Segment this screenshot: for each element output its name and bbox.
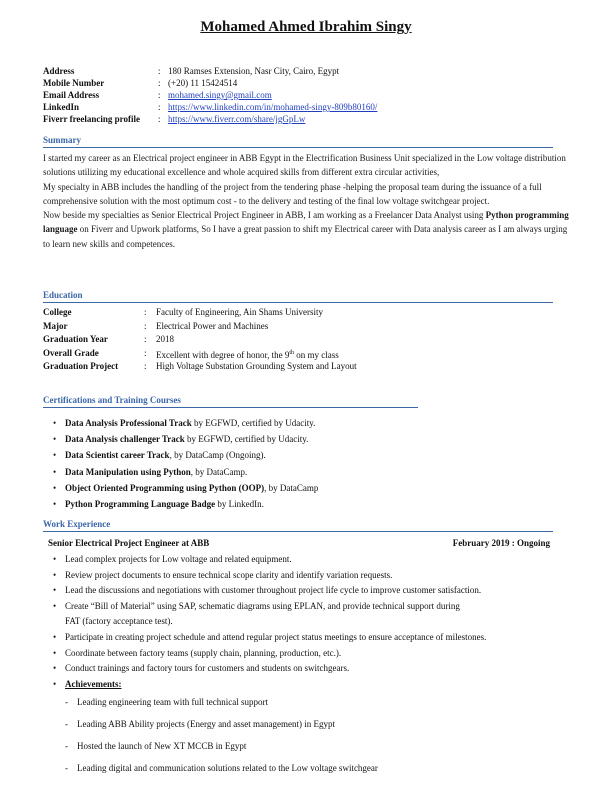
list-item: • Create “Bill of Material” using SAP, schematic diagrams using EPLAN, and provide technical support during — [53, 600, 460, 611]
list-item: FAT (factory acceptance test). — [65, 616, 173, 627]
contact-block — [43, 65, 377, 125]
job-title: Senior Electrical Project Engineer at ABB — [48, 538, 210, 548]
education-row: Overall Grade : Excellent with degree of honor, the 9th on my class — [43, 347, 339, 360]
summary-paragraph-2: My specialty in ABB includes the handling of the project from the tendering phase -helping the proposal team during the issuance of a full comprehensive solution with the most optimum cost - to the delivery and testing of the final low voltage switchgear project. — [43, 181, 542, 206]
list-item: • Coordinate between factory teams (supply chain, planning, production, etc.). — [53, 647, 342, 658]
job-header — [48, 538, 550, 548]
education-divider — [43, 302, 553, 303]
list-item: • Conduct trainings and factory tours for customers and students on switchgears. — [53, 663, 350, 674]
education-heading: Education — [43, 290, 83, 300]
education-row: Graduation Year : 2018 — [43, 334, 174, 345]
address-value: 180 Ramses Extension, Nasr City, Cairo, Egypt — [168, 66, 340, 76]
list-item: • Lead the discussions and negotiations with customer throughout project life cycle to improve customer satisfaction. — [53, 585, 482, 596]
summary-heading: Summary — [43, 135, 81, 145]
job-dates: February 2019 : Ongoing — [452, 538, 550, 548]
work-divider — [43, 531, 553, 532]
certifications-divider — [43, 407, 418, 408]
education-row: Graduation Project : High Voltage Substation Grounding System and Layout — [43, 361, 357, 372]
contact-row-email: Email Address : mohamed.singy@gmail.com — [43, 90, 272, 100]
certifications-heading: Certifications and Training Courses — [43, 395, 181, 405]
achievements-list — [62, 691, 378, 779]
summary-divider — [43, 147, 553, 148]
education-block — [43, 306, 357, 374]
fiverr-link[interactable]: https://www.fiverr.com/share/jgGpLw — [168, 114, 306, 124]
contact-row-address: Address : 180 Ramses Extension, Nasr City, Cairo, Egypt — [43, 66, 340, 76]
list-item: - Leading ABB Ability projects (Energy and asset management) in Egypt — [65, 719, 336, 729]
education-row: Major : Electrical Power and Machines — [43, 320, 269, 331]
summary-paragraph-3: Now beside my specialties as Senior Electrical Project Engineer in ABB, I am working as a Freelancer Data Analyst using Python programming language on Fiverr and Upwork platforms, So I have a great passion to shift my Electrical career with Data analysis career as I am always urging to learn new skills and competences. — [43, 210, 569, 249]
email-link[interactable]: mohamed.singy@gmail.com — [168, 90, 272, 100]
list-item: • Object Oriented Programming using Python (OOP), by DataCamp — [53, 482, 319, 493]
list-item: • Data Analysis Professional Track by EGFWD, certified by Udacity. — [53, 418, 316, 428]
list-item: • Lead complex projects for Low voltage and related equipment. — [53, 554, 292, 564]
list-item: • Python Programming Language Badge by LinkedIn. — [53, 499, 264, 510]
education-row: College : Faculty of Engineering, Ain Shams University — [43, 307, 323, 317]
resume-name: Mohamed Ahmed Ibrahim Singy — [200, 19, 412, 35]
list-item: • Participate in creating project schedule and attend regular project status meetings to ensure acceptance of milestones. — [53, 631, 487, 642]
certifications-list — [50, 415, 318, 512]
mobile-value: (+20) 11 15424514 — [168, 78, 238, 88]
summary-paragraph-1: I started my career as an Electrical project engineer in ABB Egypt in the Electrification Business Unit specialized in the Low voltage distribution solutions utilizing my educational excellence and whole acquired skills from different extra circular activities, — [43, 153, 566, 178]
list-item: • Data Scientist career Track, by DataCamp (Ongoing). — [53, 450, 266, 461]
achievements-label: • Achievements: — [53, 678, 122, 689]
list-item: - Hosted the launch of New XT MCCB in Egypt — [65, 741, 247, 751]
contact-row-mobile: Mobile Number : (+20) 11 15424514 — [43, 78, 238, 88]
contact-row-linkedin: LinkedIn : https://www.linkedin.com/in/mohamed-singy-809b80160/ — [43, 102, 378, 112]
list-item: - Leading engineering team with full technical support — [65, 697, 268, 707]
list-item: • Review project documents to ensure technical scope clarity and identify variation requests. — [53, 569, 393, 580]
list-item: - Leading digital and communication solutions related to the Low voltage switchgear — [65, 763, 378, 773]
list-item: • Data Analysis challenger Track by EGFWD, certified by Udacity. — [53, 434, 309, 445]
work-heading: Work Experience — [43, 519, 111, 529]
linkedin-link[interactable]: https://www.linkedin.com/in/mohamed-singy-809b80160/ — [168, 102, 378, 112]
list-item: • Data Manipulation using Python, by DataCamp. — [53, 466, 248, 477]
contact-row-fiverr: Fiverr freelancing profile : https://www.fiverr.com/share/jgGpLw — [43, 114, 306, 124]
duties-list — [50, 552, 486, 692]
summary-text — [43, 151, 573, 251]
